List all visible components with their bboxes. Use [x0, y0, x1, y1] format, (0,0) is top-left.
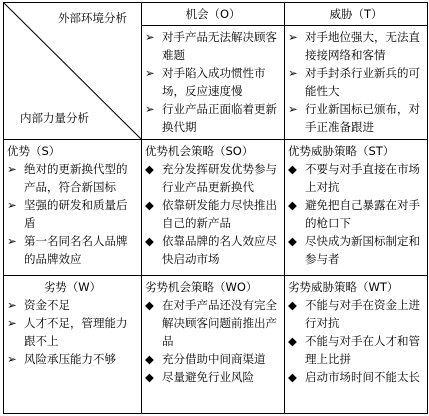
- list-item: ➢ 人才不足，管理能力跟不上: [7, 316, 128, 348]
- arrow-bullet-icon: ➢: [288, 102, 298, 116]
- diamond-bullet-icon: ◆: [288, 198, 297, 212]
- list-item: ◆ 尽快成为新国标制定和参与者: [288, 234, 420, 266]
- arrow-bullet-icon: ➢: [288, 66, 298, 80]
- arrow-bullet-icon: ➢: [7, 162, 17, 176]
- arrow-bullet-icon: ➢: [7, 198, 17, 212]
- so-strategy-cell: [142, 140, 285, 276]
- list-item: ➢ 绝对的更新换代型的产品，符合新国标: [7, 162, 128, 194]
- weaknesses-row: [4, 276, 428, 414]
- list-item: ➢ 对手陷入成功惯性市场，反应速度慢: [145, 66, 266, 98]
- wt-strategy-cell: [285, 276, 428, 414]
- list-item: ◆ 依靠研发能力尽快推出自己的新产品: [145, 198, 277, 230]
- arrow-bullet-icon: ➢: [145, 30, 155, 44]
- st-strategy-list: [288, 160, 424, 268]
- list-item: ➢ 风险承压能力不够: [7, 352, 116, 366]
- opportunity-header: 机会（O）: [142, 3, 285, 26]
- internal-analysis-label: 内部力量分析: [20, 111, 89, 125]
- wo-strategy-cell: [142, 276, 285, 414]
- list-item: ➢ 行业新国标已颁布，对手正准备跟进: [288, 102, 420, 134]
- strengths-list: [7, 160, 138, 268]
- diamond-bullet-icon: ◆: [288, 234, 297, 248]
- list-item: ◆ 启动市场时间不能太长: [288, 370, 420, 384]
- arrow-bullet-icon: ➢: [7, 298, 17, 312]
- list-item: ➢ 对手地位强大，无法直接接网络和客情: [288, 30, 420, 62]
- arrow-bullet-icon: ➢: [7, 234, 17, 248]
- list-item: ◆ 不要与对手直接在市场上对抗: [288, 162, 420, 194]
- list-item: ◆ 避免把自己暴露在对手的枪口下: [288, 198, 420, 230]
- diamond-bullet-icon: ◆: [145, 162, 154, 176]
- list-item: ◆ 充分借助中间商渠道: [145, 352, 266, 366]
- arrow-bullet-icon: ➢: [7, 316, 17, 330]
- wt-strategy-title: 劣势威胁策略（WT）: [288, 280, 399, 294]
- list-item: ➢ 行业产品正面临着更新换代期: [145, 102, 277, 134]
- arrow-bullet-icon: ➢: [288, 30, 298, 44]
- threat-cell: [285, 26, 428, 140]
- diamond-bullet-icon: ◆: [288, 370, 297, 384]
- so-strategy-title: 优势机会策略（SO）: [145, 144, 254, 158]
- list-item: ◆ 尽量避免行业风险: [145, 370, 254, 384]
- weaknesses-title: 劣势（W）: [43, 280, 102, 294]
- list-item: ◆ 不能与对手在人才和管理上比拼: [288, 334, 420, 366]
- wo-strategy-list: [145, 296, 281, 386]
- weaknesses-list: [7, 296, 138, 368]
- list-item: ➢ 第一名同名名人品牌的品牌效应: [7, 234, 128, 266]
- diamond-bullet-icon: ◆: [145, 352, 154, 366]
- swot-table: [3, 2, 428, 414]
- list-item: ◆ 充分发挥研发优势参与行业产品更新换代: [145, 162, 277, 194]
- diamond-bullet-icon: ◆: [145, 370, 154, 384]
- diamond-bullet-icon: ◆: [145, 198, 154, 212]
- list-item: ➢ 对手封杀行业新兵的可能性大: [288, 66, 420, 98]
- threat-list: [288, 28, 424, 136]
- opportunity-list: [145, 28, 281, 136]
- weaknesses-cell: [4, 276, 142, 414]
- wo-strategy-title: 劣势机会策略（WO）: [145, 280, 258, 294]
- list-item: ➢ 资金不足: [7, 298, 70, 312]
- list-item: ◆ 在对手产品还没有完全解决顾客问题前推出产品: [145, 298, 277, 348]
- strengths-cell: [4, 140, 142, 276]
- list-item: ◆ 依靠品牌的名人效应尽快启动市场: [145, 234, 277, 266]
- arrow-bullet-icon: ➢: [7, 352, 17, 366]
- diamond-bullet-icon: ◆: [288, 298, 297, 312]
- header-row: [4, 3, 428, 26]
- st-strategy-cell: [285, 140, 428, 276]
- list-item: ◆ 不能与对手在资金上进行对抗: [288, 298, 420, 330]
- opportunity-cell: [142, 26, 285, 140]
- list-item: ➢ 对手产品无法解决顾客难题: [145, 30, 277, 62]
- list-item: ➢ 坚强的研发和质量后盾: [7, 198, 128, 230]
- diamond-bullet-icon: ◆: [288, 334, 297, 348]
- diamond-bullet-icon: ◆: [145, 298, 154, 312]
- diamond-bullet-icon: ◆: [145, 234, 154, 248]
- diamond-bullet-icon: ◆: [288, 162, 297, 176]
- arrow-bullet-icon: ➢: [145, 102, 155, 116]
- so-strategy-list: [145, 160, 281, 268]
- st-strategy-title: 优势威胁策略（ST）: [288, 144, 395, 158]
- threat-header: 威胁（T）: [285, 3, 428, 26]
- wt-strategy-list: [288, 296, 424, 386]
- strengths-row: [4, 140, 428, 276]
- strengths-title: 优势（S）: [7, 144, 61, 158]
- arrow-bullet-icon: ➢: [145, 66, 155, 80]
- external-analysis-label: 外部环境分析: [58, 11, 127, 25]
- corner-cell: [4, 3, 142, 140]
